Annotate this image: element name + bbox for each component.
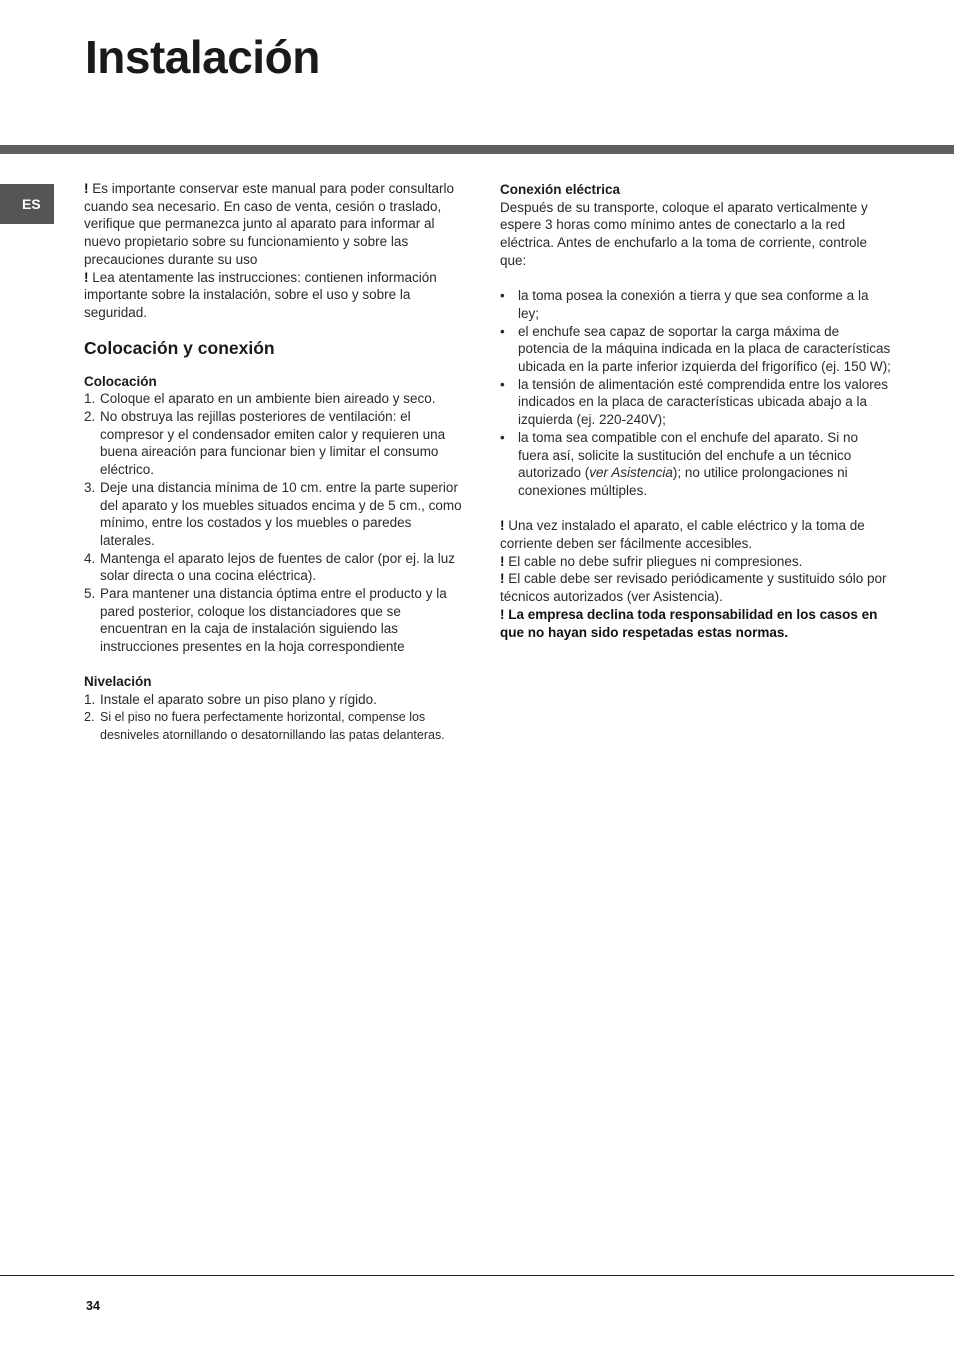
item-text: ); no utilice prolongaciones ni conexiones múltiples. — [518, 465, 848, 498]
warning-icon: ! — [500, 571, 505, 587]
warning-4 — [500, 606, 892, 641]
colocacion-heading: Colocación — [84, 373, 157, 389]
warning-text: El cable no debe sufrir pliegues ni compresiones. — [508, 553, 803, 569]
section-title: Colocación y conexión — [84, 337, 275, 358]
colocacion-list — [84, 390, 462, 656]
item-number: 3. — [84, 479, 96, 495]
header-rule — [0, 145, 954, 154]
item-number: 1. — [84, 691, 96, 707]
list-item — [84, 691, 462, 709]
nivelacion-heading: Nivelación — [84, 673, 152, 689]
warning-text: El cable debe ser revisado periódicamente y sustituido sólo por técnicos autorizados (ver Asistencia). — [500, 571, 887, 605]
item-text: Coloque el aparato en un ambiente bien aireado y seco. — [100, 391, 436, 407]
page-number: 34 — [86, 1299, 100, 1313]
spacer — [500, 270, 892, 288]
list-item — [84, 708, 462, 744]
item-text: Instale el aparato sobre un piso plano y rígido. — [100, 691, 377, 707]
list-item — [500, 376, 892, 429]
spacer — [500, 500, 892, 518]
item-text: Para mantener una distancia óptima entre el producto y la pared posterior, coloque los distanciadores que se encuentran en la caja de instalación siguiendo las instrucciones presentes en la hoja correspondiente — [100, 586, 447, 655]
bullet-icon: • — [500, 376, 505, 392]
conexion-heading: Conexión eléctrica — [500, 182, 621, 197]
bullet-icon: • — [500, 429, 505, 445]
list-item — [500, 287, 892, 322]
intro-note-1 — [84, 180, 462, 269]
item-text-italic: ver Asistencia — [589, 465, 673, 481]
warning-2 — [500, 553, 892, 571]
conexion-checklist — [500, 287, 892, 499]
warning-icon: ! — [500, 553, 505, 569]
list-item — [84, 408, 462, 479]
warning-3 — [500, 570, 892, 605]
intro-note-2 — [84, 269, 462, 322]
conexion-intro: Después de su transporte, coloque el aparato verticalmente y espere 3 horas como mínimo antes de conectarlo a la red eléctrica. Antes de enchufarlo a la toma de corriente, controle que: — [500, 199, 868, 268]
warning-text: La empresa declina toda responsabilidad en los casos en que no hayan sido respetadas estas normas. — [500, 606, 878, 640]
item-number: 5. — [84, 586, 96, 602]
right-column — [500, 181, 892, 641]
bullet-icon: • — [500, 288, 505, 304]
footer-rule — [0, 1275, 954, 1276]
item-number: 2. — [84, 710, 95, 725]
left-column — [84, 180, 462, 744]
item-number: 4. — [84, 550, 96, 566]
item-number: 2. — [84, 409, 96, 425]
item-text: el enchufe sea capaz de soportar la carga máxima de potencia de la máquina indicada en la placa de características ubicada en la parte inferior izquierda del frigorífico (ej. 150 W); — [518, 323, 891, 375]
item-text: Deje una distancia mínima de 10 cm. entre la parte superior del aparato y los muebles situados encima y de 5 cm., como mínimo, entre los costados y los muebles o paredes laterales. — [100, 479, 462, 548]
warning-icon: ! — [84, 269, 89, 285]
language-tab: ES — [0, 184, 54, 224]
intro-note-2-text: Lea atentamente las instrucciones: contienen información importante sobre la instalación, sobre el uso y sobre la seguridad. — [84, 269, 437, 320]
list-item — [500, 429, 892, 500]
list-item — [84, 479, 462, 550]
bullet-icon: • — [500, 323, 505, 339]
item-text: la tensión de alimentación esté comprendida entre los valores indicados en la placa de características ubicada abajo a la izquierda (ej. 220-240V); — [518, 376, 888, 428]
list-item — [500, 323, 892, 376]
intro-note-1-text: Es importante conservar este manual para poder consultarlo cuando sea necesario. En caso de venta, cesión o traslado, verifique que permanezca junto al aparato para informar al nuevo propietario sobre su funcionamiento y sobre las precauciones durante su uso — [84, 181, 454, 267]
warning-icon: ! — [84, 181, 89, 196]
nivelacion-list — [84, 691, 462, 745]
warning-icon: ! — [500, 518, 505, 534]
warning-text: Una vez instalado el aparato, el cable eléctrico y la toma de corriente deben ser fácilmente accesibles. — [500, 518, 865, 552]
page-title: Instalación — [85, 31, 320, 83]
warning-icon: ! — [500, 606, 505, 622]
list-item — [84, 585, 462, 656]
list-item — [84, 550, 462, 585]
item-number: 1. — [84, 391, 96, 407]
item-text: la toma posea la conexión a tierra y que sea conforme a la ley; — [518, 288, 869, 321]
warning-1 — [500, 517, 892, 552]
list-item — [84, 390, 462, 408]
item-text: No obstruya las rejillas posteriores de ventilación: el compresor y el condensador emiten calor y requieren una buena aireación para funcionar bien y limitar el consumo eléctrico. — [100, 409, 446, 478]
item-text: Mantenga el aparato lejos de fuentes de calor (por ej. la luz solar directa o una cocina eléctrica). — [100, 550, 455, 584]
item-text: Si el piso no fuera perfectamente horizontal, compense los desniveles atornillando o desatornillando las patas delanteras. — [100, 710, 445, 743]
item-text: la toma sea compatible con el enchufe del aparato. Si no fuera así, solicite la sustitución del enchufe a un técnico autorizado ( — [518, 429, 858, 481]
